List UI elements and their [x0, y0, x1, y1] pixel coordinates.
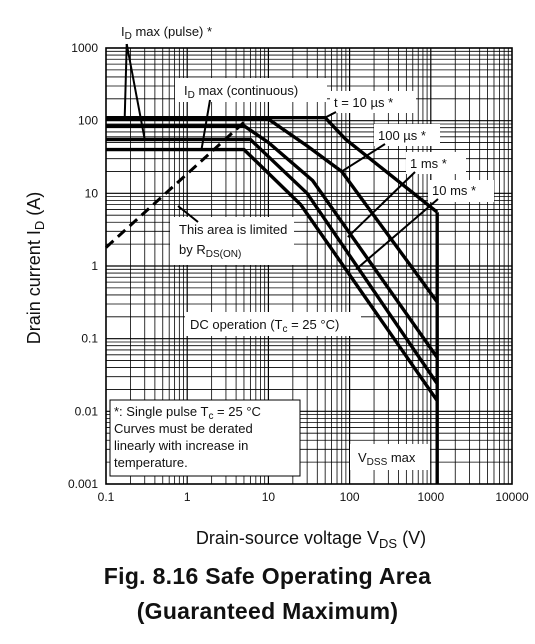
- label-100us: 100 µs *: [378, 128, 426, 143]
- y-tick-labels: [68, 41, 98, 491]
- label-10us: t = 10 µs *: [334, 95, 394, 110]
- x-tick-label: 10: [261, 490, 276, 504]
- y-tick-label: 10: [84, 186, 98, 201]
- annotation-area-line2: by $R_{DS(ON)}$: [179, 242, 242, 260]
- note-line3: linearly with increase in: [114, 438, 249, 453]
- x-axis-label: Drain-source voltage $V_{DS}$ (V): [195, 528, 427, 551]
- series-dc-operation: [106, 150, 437, 401]
- note-line2: Curves must be derated: [114, 421, 253, 436]
- y-tick-label: 1000: [71, 41, 98, 55]
- note-line4: temperature.: [114, 455, 188, 470]
- y-tick-label: 0.001: [67, 477, 98, 491]
- label-10ms: 10 ms *: [432, 183, 477, 198]
- label-dc-operation: DC operation ($T_c = 25$ °C): [190, 317, 340, 335]
- x-tick-label: 100: [339, 490, 360, 504]
- annotation-area-line1: This area is limited: [179, 222, 288, 237]
- x-tick-label: 1000: [417, 490, 445, 504]
- y-tick-label: 100: [77, 113, 98, 128]
- figure-caption-subtitle: (Guaranteed Maximum): [136, 598, 399, 624]
- x-tick-labels: [98, 490, 529, 504]
- label-1ms: 1 ms *: [410, 156, 447, 171]
- y-tick-label: 1: [91, 259, 98, 273]
- label-vdss-max: $V_{DSS}$ max: [358, 450, 416, 468]
- figure-caption-title: Fig. 8.16 Safe Operating Area: [103, 563, 432, 589]
- x-tick-label: 1: [183, 490, 191, 504]
- y-tick-label: 0.1: [81, 331, 98, 346]
- annotation-id-continuous: $I_D$ max (continuous): [184, 83, 299, 101]
- x-tick-label: 10000: [495, 490, 529, 504]
- x-tick-label: 0.1: [97, 490, 115, 504]
- y-tick-label: 0.01: [74, 404, 98, 419]
- y-axis-label: Drain current $I_D$ (A): [24, 191, 47, 345]
- note-line1: *: Single pulse $T_c = 25$ °C: [114, 404, 261, 422]
- annotation-id-pulse: $I_D$ max (pulse) *: [121, 24, 213, 42]
